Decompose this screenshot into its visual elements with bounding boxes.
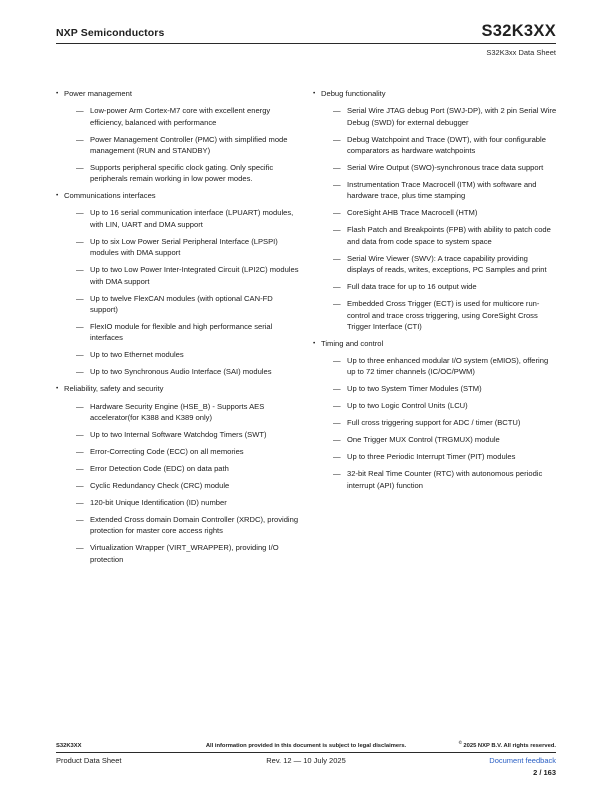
dash-marker: — — [76, 367, 84, 377]
feature-item — [56, 264, 300, 287]
feature-item — [313, 468, 557, 491]
feature-item-text: Full data trace for up to 16 output wide — [347, 282, 477, 292]
feature-item-text: Up to two Ethernet modules — [90, 350, 184, 360]
feature-category-label: Timing and control — [321, 338, 384, 348]
feature-section — [56, 383, 300, 565]
feature-item — [313, 417, 557, 428]
document-title: S32K3XX — [481, 22, 556, 40]
feature-category — [56, 88, 300, 100]
footer-rule — [56, 752, 556, 753]
feature-item — [56, 446, 300, 457]
dash-marker: — — [76, 293, 84, 303]
feature-item — [313, 224, 557, 247]
vendor-name: NXP Semiconductors — [56, 27, 165, 39]
feature-item-text: Error Detection Code (EDC) on data path — [90, 463, 229, 473]
dash-marker: — — [333, 299, 341, 309]
dash-marker: — — [76, 236, 84, 246]
feature-category-label: Debug functionality — [321, 89, 386, 98]
feature-category — [56, 190, 300, 202]
feature-category-label: Power management — [64, 89, 132, 98]
feature-item-text: Serial Wire Viewer (SWV): A trace capability providing displays of reads, writes, exceptions, PC Samples and print — [347, 253, 547, 275]
feature-item — [56, 429, 300, 440]
feature-item — [56, 105, 300, 128]
copyright-text: 2025 NXP B.V. All rights reserved. — [463, 743, 556, 749]
feature-item-text: 32-bit Real Time Counter (RTC) with autonomous periodic interrupt (API) function — [347, 469, 543, 490]
feature-item-text: Up to two Logic Control Units (LCU) — [347, 401, 468, 411]
feature-item-text: Serial Wire Output (SWO)-synchronous trace data support — [347, 162, 544, 172]
feature-item — [313, 253, 557, 276]
feature-item — [313, 400, 557, 411]
feature-item-text: Supports peripheral specific clock gating. Only specific peripherals remain working in low power modes. — [90, 162, 274, 184]
dash-marker: — — [333, 253, 341, 263]
feature-item — [313, 383, 557, 394]
feature-item-text: Up to six Low Power Serial Peripheral Interface (LPSPI) modules with DMA support — [90, 236, 278, 258]
dash-marker: — — [333, 401, 341, 411]
feature-item — [56, 480, 300, 491]
bullet-icon: • — [313, 339, 316, 347]
footer-copyright — [406, 740, 556, 749]
feature-item-text: 120-bit Unique Identification (ID) number — [90, 497, 227, 507]
dash-marker: — — [76, 401, 84, 411]
feature-item — [56, 236, 300, 259]
feature-item — [313, 434, 557, 445]
bullet-icon: • — [313, 90, 316, 97]
feature-item — [56, 514, 300, 537]
feature-item-text: Full cross triggering support for ADC / timer (BCTU) — [347, 418, 521, 428]
dash-marker: — — [333, 225, 341, 235]
dash-marker: — — [76, 429, 84, 439]
feature-item-text: Up to two Low Power Inter-Integrated Circuit (LPI2C) modules with DMA support — [90, 265, 299, 286]
dash-marker: — — [333, 134, 341, 144]
feature-section — [313, 88, 557, 332]
feature-category — [313, 88, 557, 100]
footer-doc-type: Product Data Sheet — [56, 756, 122, 765]
feature-item — [56, 497, 300, 508]
page-footer — [56, 740, 556, 777]
dash-marker: — — [76, 480, 84, 490]
feature-item-text: Low-power Arm Cortex-M7 core with excellent energy efficiency, balanced with performance — [90, 106, 271, 127]
feature-section — [313, 338, 557, 491]
feature-item — [56, 366, 300, 377]
feature-item-text: Hardware Security Engine (HSE_B) - Supports AES accelerator(for K388 and K389 only) — [90, 401, 265, 422]
feature-item-text: Debug Watchpoint and Trace (DWT), with four configurable comparators as hardware watchpoints — [347, 134, 546, 155]
feature-item-text: Up to 16 serial communication interface (LPUART) modules, with LIN, UART and DMA support — [90, 208, 294, 229]
header-rule — [56, 43, 556, 44]
dash-marker: — — [333, 469, 341, 479]
page-number: 2 / 163 — [533, 767, 556, 777]
dash-marker: — — [333, 356, 341, 366]
bullet-icon: • — [56, 192, 59, 200]
dash-marker: — — [333, 452, 341, 462]
dash-marker: — — [76, 497, 84, 507]
dash-marker: — — [333, 162, 341, 172]
dash-marker: — — [333, 106, 341, 116]
feature-item — [313, 281, 557, 292]
feature-category-label: Reliability, safety and security — [64, 384, 164, 394]
feature-item — [313, 207, 557, 218]
dash-marker: — — [76, 322, 84, 332]
feature-item — [56, 162, 300, 185]
feature-item — [313, 298, 557, 332]
dash-marker: — — [333, 282, 341, 292]
footer-revision: Rev. 12 — 10 July 2025 — [266, 756, 346, 765]
feature-item — [56, 401, 300, 424]
feature-item-text: Virtualization Wrapper (VIRT_WRAPPER), providing I/O protection — [90, 543, 279, 564]
feature-item — [313, 451, 557, 462]
document-feedback-link[interactable]: Document feedback — [489, 756, 556, 765]
feature-item — [313, 134, 557, 157]
feature-item-text: Serial Wire JTAG debug Port (SWJ-DP), with 2 pin Serial Wire Debug (SWD) for external debugger — [347, 106, 557, 127]
dash-marker: — — [333, 435, 341, 445]
document-subtitle: S32K3xx Data Sheet — [486, 47, 556, 57]
dash-marker: — — [76, 106, 84, 116]
feature-list — [56, 88, 557, 571]
feature-item — [56, 293, 300, 316]
feature-item — [56, 134, 300, 157]
feature-item — [56, 321, 300, 344]
feature-section — [56, 88, 300, 185]
dash-marker: — — [76, 514, 84, 524]
feature-item-text: Up to two System Timer Modules (STM) — [347, 384, 482, 394]
feature-item — [56, 349, 300, 360]
copyright-symbol-icon: © — [458, 740, 462, 745]
feature-item-text: Up to twelve FlexCAN modules (with optional CAN-FD support) — [90, 293, 273, 315]
feature-section — [56, 190, 300, 378]
dash-marker: — — [76, 208, 84, 218]
dash-marker: — — [76, 162, 84, 172]
dash-marker: — — [333, 384, 341, 394]
feature-item-text: Up to two Synchronous Audio Interface (SAI) modules — [90, 367, 272, 377]
feature-item — [56, 463, 300, 474]
dash-marker: — — [76, 350, 84, 360]
feature-item-text: FlexIO module for flexible and high performance serial interfaces — [90, 322, 273, 343]
feature-item-text: Flash Patch and Breakpoints (FPB) with ability to patch code and data from code space to system space — [347, 225, 551, 246]
feature-column-right — [313, 88, 557, 571]
feature-item — [56, 542, 300, 565]
bullet-icon: • — [56, 90, 59, 97]
feature-item-text: Power Management Controller (PMC) with simplified mode management (RUN and STANDBY) — [90, 134, 288, 155]
feature-item-text: CoreSight AHB Trace Macrocell (HTM) — [347, 208, 478, 218]
feature-category — [313, 338, 557, 350]
dash-marker: — — [333, 179, 341, 189]
feature-column-left — [56, 88, 300, 571]
feature-item-text: Error-Correcting Code (ECC) on all memories — [90, 446, 244, 456]
feature-category — [56, 383, 300, 395]
feature-item-text: Up to three Periodic Interrupt Timer (PIT) modules — [347, 452, 516, 462]
footer-doc-id: S32K3XX — [56, 743, 82, 749]
footer-disclaimer: All information provided in this document is subject to legal disclaimers. — [205, 743, 407, 749]
page-header — [56, 22, 556, 57]
feature-item — [313, 162, 557, 173]
feature-item-text: Cyclic Redundancy Check (CRC) module — [90, 480, 230, 490]
feature-item-text: One Trigger MUX Control (TRGMUX) module — [347, 435, 500, 445]
feature-item — [313, 105, 557, 128]
dash-marker: — — [76, 543, 84, 553]
dash-marker: — — [76, 134, 84, 144]
dash-marker: — — [333, 208, 341, 218]
feature-item-text: Extended Cross domain Domain Controller (XRDC), providing protection for master core access rights — [90, 514, 299, 536]
feature-category-label: Communications interfaces — [64, 191, 156, 201]
feature-item — [56, 207, 300, 230]
feature-item-text: Embedded Cross Trigger (ECT) is used for multicore run-control and trace cross triggering, using CoreSight Cross Trigger Interface (CTI) — [347, 299, 540, 331]
dash-marker: — — [76, 446, 84, 456]
feature-item-text: Up to three enhanced modular I/O system (eMIOS), offering up to 72 timer channels (IC/OC/PWM) — [347, 356, 549, 377]
bullet-icon: • — [56, 385, 59, 393]
feature-item-text: Instrumentation Trace Macrocell (ITM) with software and hardware trace, plus time stamping — [347, 179, 537, 201]
dash-marker: — — [76, 265, 84, 275]
feature-item — [313, 355, 557, 378]
feature-item — [313, 179, 557, 202]
dash-marker: — — [76, 463, 84, 473]
feature-item-text: Up to two Internal Software Watchdog Timers (SWT) — [90, 429, 267, 439]
dash-marker: — — [333, 418, 341, 428]
